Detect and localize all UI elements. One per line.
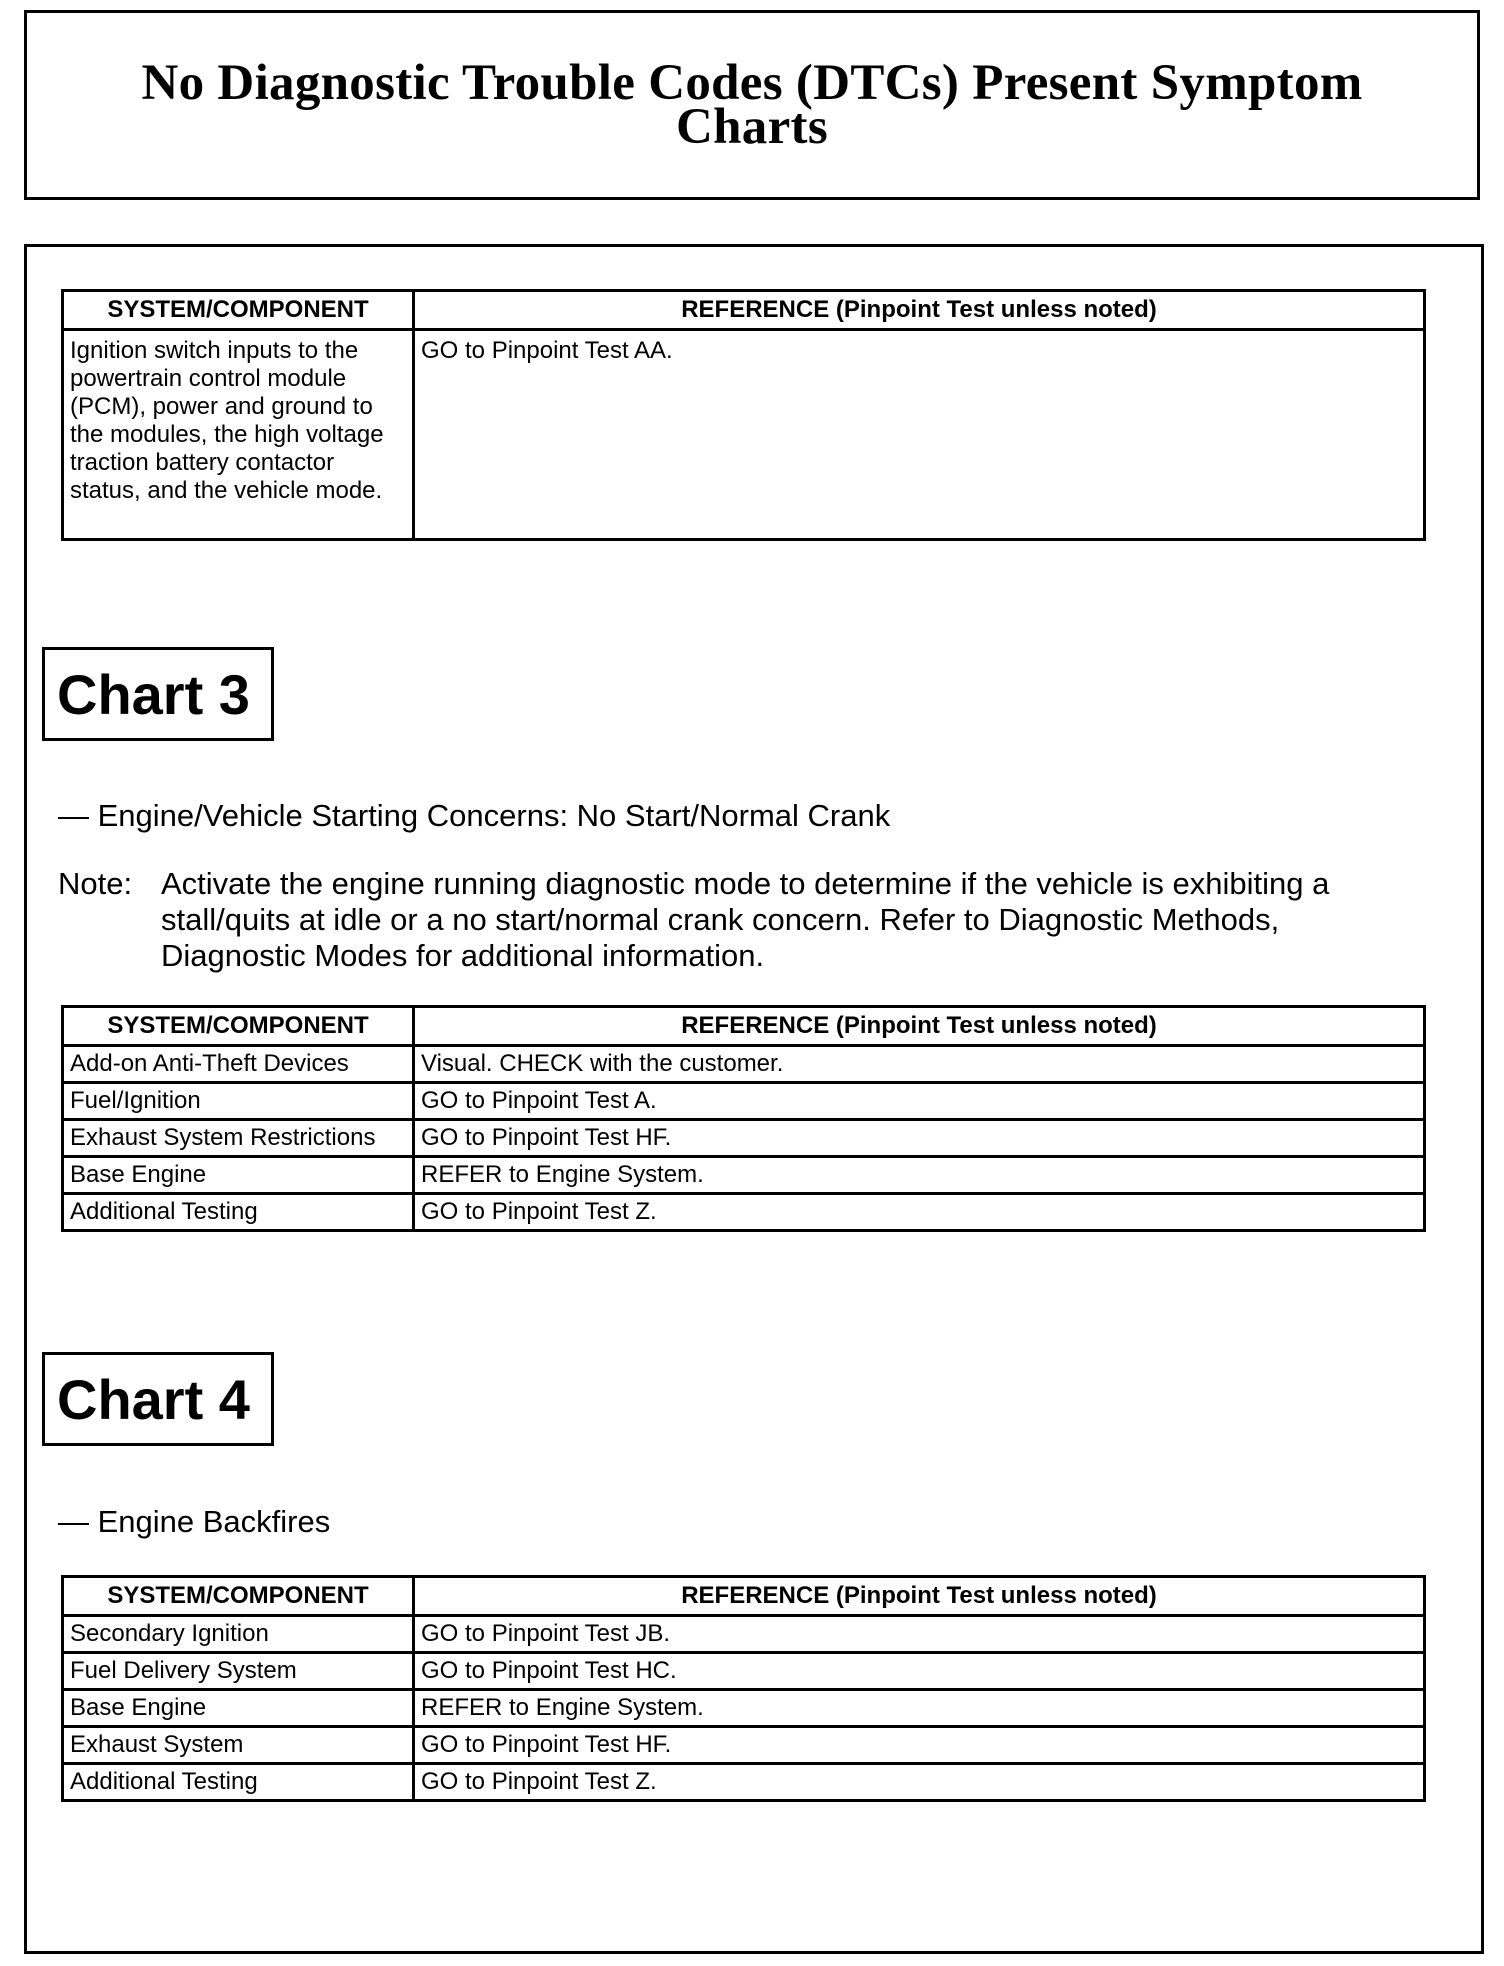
cell-component: Additional Testing (63, 1194, 414, 1231)
cell-component: Ignition switch inputs to the powertrain control module (PCM), power and ground to the modules, the high voltage traction battery contactor status, and the vehicle mode. (63, 330, 414, 540)
cell-reference: GO to Pinpoint Test A. (414, 1083, 1425, 1120)
cell-reference: REFER to Engine System. (414, 1157, 1425, 1194)
chart-4-table (61, 1575, 1426, 1802)
cell-component: Exhaust System (63, 1727, 414, 1764)
cell-reference: GO to Pinpoint Test HF. (414, 1120, 1425, 1157)
cell-component: Secondary Ignition (63, 1616, 414, 1653)
cell-component: Base Engine (63, 1157, 414, 1194)
cell-component: Fuel/Ignition (63, 1083, 414, 1120)
table-header-row (63, 291, 1425, 330)
table-row (63, 1157, 1425, 1194)
cell-component: Exhaust System Restrictions (63, 1120, 414, 1157)
chart-3-table (61, 1005, 1426, 1232)
chart-3-label: Chart 3 (42, 647, 274, 741)
header-reference: REFERENCE (Pinpoint Test unless noted) (414, 1577, 1425, 1616)
note-label: Note: (58, 866, 133, 901)
chart-3-subtitle: — Engine/Vehicle Starting Concerns: No Start/Normal Crank (58, 798, 891, 833)
header-reference: REFERENCE (Pinpoint Test unless noted) (414, 291, 1425, 330)
header-system-component: SYSTEM/COMPONENT (63, 291, 414, 330)
table-header-row (63, 1577, 1425, 1616)
cell-component: Additional Testing (63, 1764, 414, 1801)
table-row (63, 1120, 1425, 1157)
top-table (61, 289, 1426, 541)
chart-4-label: Chart 4 (42, 1352, 274, 1446)
table-row (63, 1727, 1425, 1764)
page-title-box (24, 10, 1480, 200)
cell-reference: GO to Pinpoint Test Z. (414, 1194, 1425, 1231)
table-row (63, 1046, 1425, 1083)
table-row (63, 1194, 1425, 1231)
page-title-line-1: No Diagnostic Trouble Codes (DTCs) Present Symptom (141, 55, 1363, 111)
table-row (63, 1653, 1425, 1690)
cell-reference: GO to Pinpoint Test HF. (414, 1727, 1425, 1764)
page-title-line-2: Charts (676, 99, 828, 155)
chart-4-subtitle: — Engine Backfires (58, 1504, 331, 1539)
note-text: Activate the engine running diagnostic mode to determine if the vehicle is exhibiting a stall/quits at idle or a no start/normal crank concern. Refer to Diagnostic Methods, Diagnostic Modes for additional information. (161, 866, 1330, 973)
table-row (63, 1764, 1425, 1801)
table-row (63, 1690, 1425, 1727)
header-reference: REFERENCE (Pinpoint Test unless noted) (414, 1007, 1425, 1046)
cell-reference: Visual. CHECK with the customer. (414, 1046, 1425, 1083)
table-row (63, 1616, 1425, 1653)
header-system-component: SYSTEM/COMPONENT (63, 1007, 414, 1046)
cell-reference: GO to Pinpoint Test AA. (414, 330, 1425, 540)
cell-reference: GO to Pinpoint Test Z. (414, 1764, 1425, 1801)
page-title (141, 55, 1363, 155)
table-row (63, 330, 1425, 540)
header-system-component: SYSTEM/COMPONENT (63, 1577, 414, 1616)
cell-component: Base Engine (63, 1690, 414, 1727)
table-row (63, 1083, 1425, 1120)
cell-component: Add-on Anti-Theft Devices (63, 1046, 414, 1083)
cell-component: Fuel Delivery System (63, 1653, 414, 1690)
table-header-row (63, 1007, 1425, 1046)
cell-reference: REFER to Engine System. (414, 1690, 1425, 1727)
cell-reference: GO to Pinpoint Test JB. (414, 1616, 1425, 1653)
chart-3-note (58, 866, 1398, 974)
cell-reference: GO to Pinpoint Test HC. (414, 1653, 1425, 1690)
